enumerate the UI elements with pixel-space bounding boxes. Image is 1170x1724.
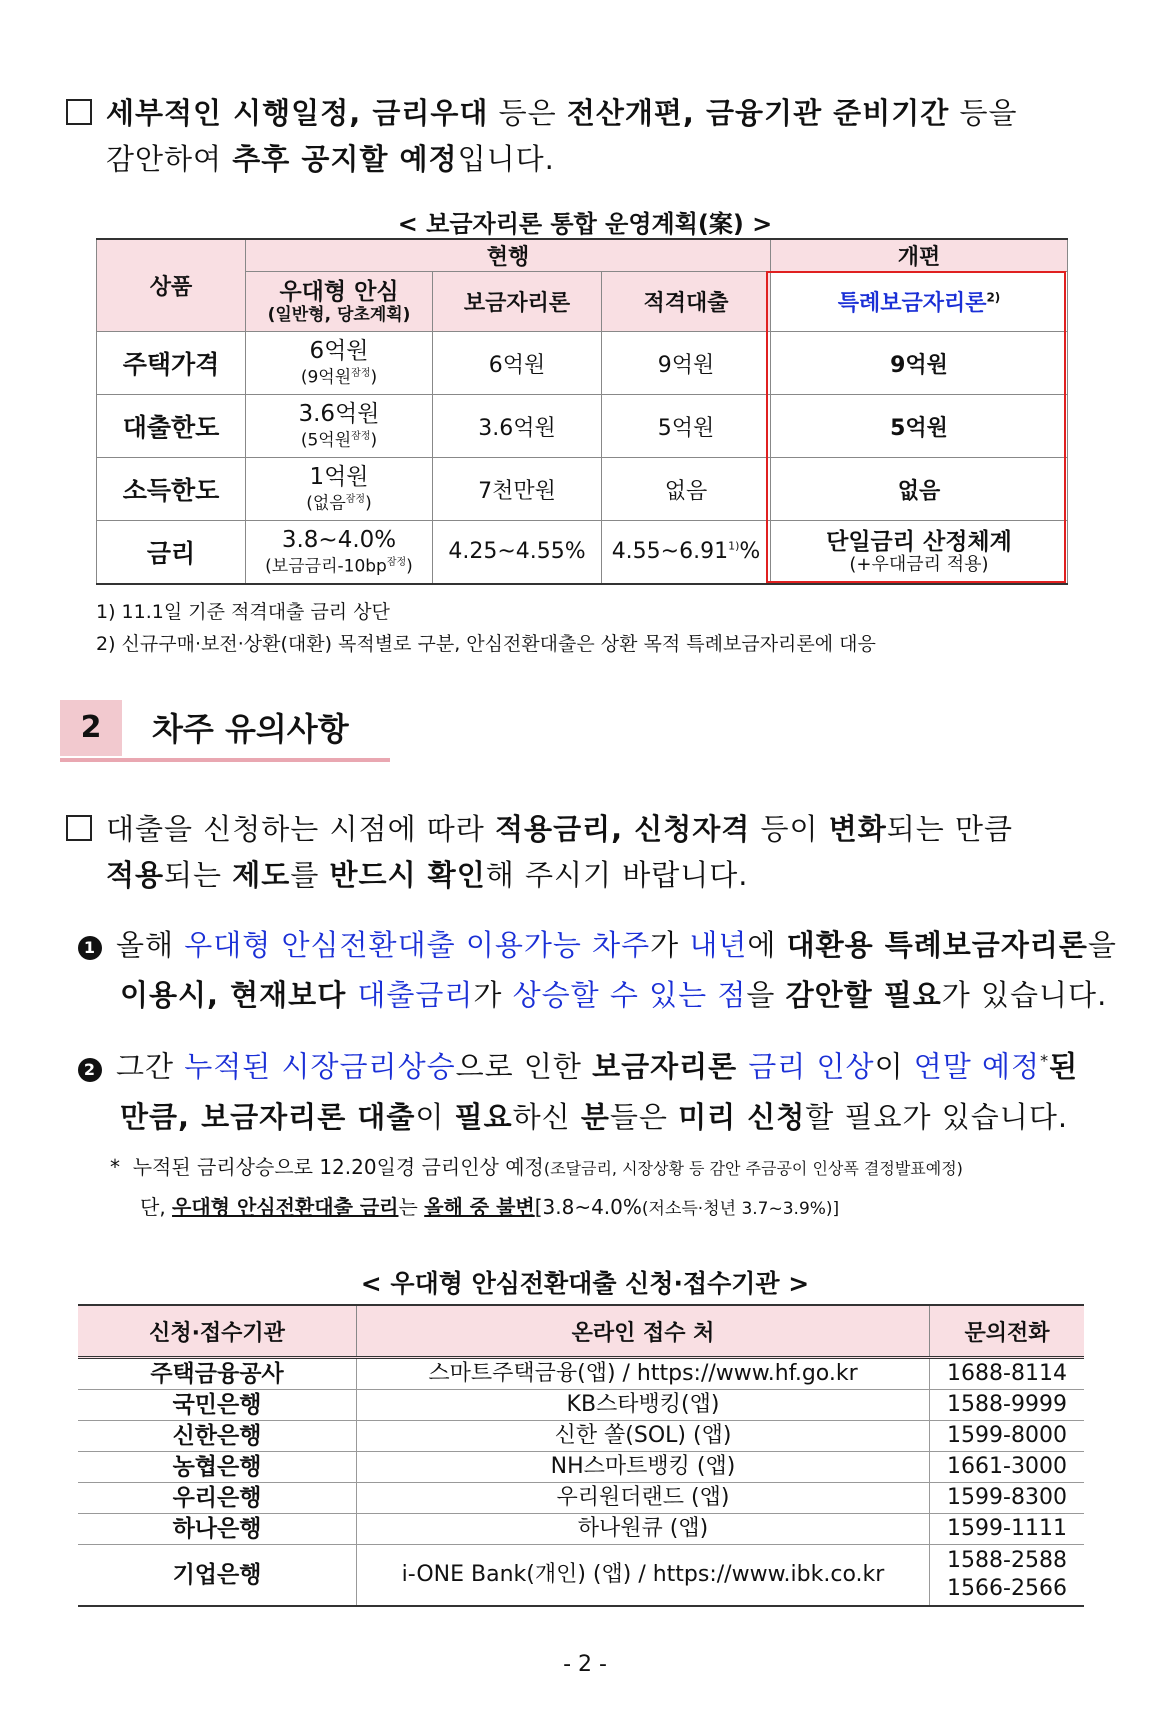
notice-text: 등이 (750, 812, 829, 846)
cell-safe-sub (246, 427, 432, 451)
plan-table (96, 238, 1068, 585)
notice-text: 되는 만큼 (886, 812, 1014, 846)
intro-text: 감안하여 (106, 142, 233, 176)
header-special-sup: 2) (986, 290, 1001, 305)
section-underline (60, 758, 390, 762)
note-1: 1) 11.1일 기준 적격대출 금리 상단 (96, 601, 390, 623)
cell-safe-sub-text: (보금금리-10bp (265, 556, 387, 577)
cell-jeok (602, 521, 771, 584)
cell-safe-close: ) (406, 556, 413, 577)
cell-phone: 1588-9999 (930, 1390, 1085, 1421)
point-text: 으로 인한 (455, 1049, 593, 1084)
point-text: 금리 인상 (748, 1049, 875, 1084)
cell-safe (246, 521, 433, 584)
cell-safe-sup: 잠정 (386, 556, 407, 568)
point-text: 만큼, 보금자리론 대출 (120, 1099, 416, 1134)
point-text: 상승할 수 있는 점 (512, 978, 747, 1012)
institutions-table (78, 1304, 1084, 1607)
checkbox-square-icon (66, 99, 92, 125)
section-title: 차주 유의사항 (152, 710, 349, 748)
footnote-star: * (110, 1155, 120, 1179)
table-row (78, 1452, 1084, 1483)
cell-jeok: 9억원 (602, 332, 771, 395)
point-text: 에 (747, 928, 787, 962)
point-text: 대환용 특례보금자리론 (786, 928, 1088, 962)
header-safe-sub: (일반형, 당초계획) (267, 304, 411, 325)
point-text: 분 (580, 1099, 610, 1134)
table-row (78, 1390, 1084, 1421)
footnote-line-2 (110, 1188, 963, 1228)
point-text: 보금자리론 (592, 1049, 749, 1084)
cell-safe-sup: 잠정 (345, 494, 366, 506)
cell-safe-sub (246, 553, 432, 577)
cell-safe (246, 332, 433, 395)
point2-line-2 (78, 1092, 1118, 1142)
notice-text: 변화 (828, 812, 887, 846)
cell-bogeum: 4.25~4.55% (433, 521, 602, 584)
intro-text: 등을 (949, 96, 1018, 130)
footnote-text-small: (저소득·청년 3.7~3.9%)] (641, 1199, 840, 1219)
cell-phone: 1599-8300 (930, 1483, 1085, 1514)
notice-text: 를 (290, 858, 330, 892)
cell-bogeum: 7천만원 (433, 458, 602, 521)
point-2 (78, 1036, 1118, 1142)
cell-safe-close: ) (370, 367, 378, 388)
point1-line-1 (78, 920, 1118, 970)
point-text: 필요 (454, 1099, 513, 1134)
intro-text: 전산개편, 금융기관 준비기간 (566, 96, 950, 130)
point-text: 대출금리 (357, 978, 474, 1012)
header-special (771, 272, 1068, 332)
cell-safe-sub-text: (없음 (306, 493, 346, 514)
cell-phone: 1661-3000 (930, 1452, 1085, 1483)
point-text: 가 (650, 928, 690, 962)
cell-safe-close: ) (365, 493, 372, 514)
cell-bogeum: 6억원 (433, 332, 602, 395)
cell-phone: 1599-8000 (930, 1421, 1085, 1452)
section-heading (60, 700, 390, 762)
header-bogeum: 보금자리론 (433, 272, 602, 332)
intro-text: 등은 (488, 96, 567, 130)
cell-phone (930, 1545, 1085, 1607)
cell-jeok-tail: % (739, 539, 761, 565)
row-label: 소득한도 (97, 458, 246, 521)
cell-special: 9억원 (771, 332, 1068, 395)
notice-line-1 (66, 806, 1106, 852)
cell-online: KB스타뱅킹(앱) (357, 1390, 930, 1421)
table1-notes (96, 596, 876, 660)
point-text: 이 (874, 1049, 914, 1084)
notice-text: 제도 (232, 858, 291, 892)
cell-org: 주택금융공사 (78, 1358, 357, 1390)
notice-text: 반드시 확인 (329, 858, 486, 892)
cell-online: 스마트주택금융(앱) / https://www.hf.go.kr (357, 1358, 930, 1390)
point-text: 현재보다 (230, 978, 358, 1012)
cell-safe-sub (246, 490, 432, 514)
cell-jeok-value: 4.55~6.91 (611, 539, 729, 565)
intro-paragraph (66, 90, 1106, 182)
cell-safe-value: 3.8~4.0% (281, 526, 397, 553)
intro-text: 추후 공지할 예정 (232, 142, 458, 176)
point-text: 하신 (512, 1099, 581, 1134)
page-number: - 2 - (563, 1652, 607, 1677)
numbered-bullet-icon: 1 (78, 936, 102, 960)
cell-online: 우리원더랜드 (앱) (357, 1483, 930, 1514)
point-text: 가 (473, 978, 513, 1012)
notice-text: 되는 (164, 858, 233, 892)
intro-text: 세부적인 시행일정, 금리우대 (106, 96, 489, 130)
point-text: 가 있습니다. (941, 978, 1108, 1012)
header-special-label: 특례보금자리론 (837, 291, 987, 316)
notice-text: 적용금리, 신청자격 (495, 812, 751, 846)
cell-safe-close: ) (370, 430, 378, 451)
cell-jeok-sup: 1) (728, 539, 740, 553)
cell-safe-value: 1억원 (309, 464, 369, 491)
header-online: 온라인 접수 처 (357, 1305, 930, 1358)
cell-org: 국민은행 (78, 1390, 357, 1421)
header-current: 현행 (246, 239, 771, 272)
intro-line-2 (66, 136, 1106, 182)
cell-org: 신한은행 (78, 1421, 357, 1452)
cell-org: 우리은행 (78, 1483, 357, 1514)
point-text: 그간 (116, 1049, 185, 1084)
cell-org: 기업은행 (78, 1545, 357, 1607)
cell-org: 하나은행 (78, 1514, 357, 1545)
cell-safe-sub-text: (9억원 (300, 367, 352, 388)
header-safe-label: 우대형 안심 (279, 278, 399, 305)
note-2: 2) 신규구매·보전·상환(대환) 목적별로 구분, 안심전환대출은 상환 목적 특례보금자리론에 대응 (96, 633, 876, 655)
header-reform: 개편 (771, 239, 1068, 272)
table1-caption: < 보금자리론 통합 운영계획(案) > (397, 210, 773, 238)
numbered-bullet-icon: 2 (78, 1058, 102, 1082)
table-row (78, 1545, 1084, 1607)
intro-line-1 (66, 90, 1106, 136)
footnote-text: [3.8~4.0% (534, 1195, 642, 1219)
cell-jeok: 없음 (602, 458, 771, 521)
notice-text: 해 주시기 바랍니다. (485, 858, 749, 892)
header-phone: 문의전화 (930, 1305, 1085, 1358)
cell-safe-value: 6억원 (309, 338, 369, 365)
cell-special: 5억원 (771, 395, 1068, 458)
point-text: 우대형 안심전환대출 이용가능 차주 (184, 928, 651, 962)
notice-line-2 (66, 852, 1106, 898)
footnote-text: 누적된 금리상승으로 12.20일경 금리인상 예정 (132, 1155, 544, 1179)
table2-caption: < 우대형 안심전환대출 신청·접수기관 > (360, 1269, 810, 1298)
header-safe (246, 272, 433, 332)
cell-special: 없음 (771, 458, 1068, 521)
intro-text: 입니다. (457, 142, 555, 176)
footnote-line-1 (110, 1148, 963, 1188)
point-text: 이 (415, 1099, 455, 1134)
cell-safe-value: 3.6억원 (298, 401, 380, 428)
footnote-text: 는 (398, 1195, 425, 1219)
table-row (78, 1358, 1084, 1390)
checkbox-square-icon (66, 815, 92, 841)
cell-safe-sub (246, 364, 432, 388)
cell-online: 하나원큐 (앱) (357, 1514, 930, 1545)
row-label: 금리 (97, 521, 246, 584)
header-product: 상품 (97, 239, 246, 332)
cell-safe-sup: 잠정 (351, 431, 371, 443)
cell-online: 신한 쏠(SOL) (앱) (357, 1421, 930, 1452)
point-text: 연말 예정 (913, 1049, 1041, 1084)
cell-safe (246, 395, 433, 458)
point-text: 이용시, (120, 978, 231, 1012)
point2-line-1 (78, 1036, 1118, 1092)
cell-special-sub: (+우대금리 적용) (849, 553, 989, 575)
cell-jeok: 5억원 (602, 395, 771, 458)
point1-line-2 (78, 970, 1118, 1020)
point-text: 미리 신청 (678, 1099, 806, 1134)
footnote (110, 1148, 963, 1228)
footnote-text: 단, (140, 1195, 173, 1219)
cell-online: NH스마트뱅킹 (앱) (357, 1452, 930, 1483)
cell-special-value: 단일금리 산정체계 (826, 528, 1012, 555)
cell-online: i-ONE Bank(개인) (앱) / https://www.ibk.co.kr (357, 1545, 930, 1607)
cell-phone-line: 1566-2566 (947, 1576, 1067, 1601)
cell-safe-sub-text: (5억원 (300, 430, 352, 451)
point-text: 을 (746, 978, 786, 1012)
point-text: 된 (1049, 1049, 1079, 1084)
cell-safe (246, 458, 433, 521)
cell-org: 농협은행 (78, 1452, 357, 1483)
cell-phone: 1599-1111 (930, 1514, 1085, 1545)
cell-special (771, 521, 1068, 584)
notice-text: 대출을 신청하는 시점에 따라 (106, 812, 496, 846)
notice-paragraph (66, 806, 1106, 898)
row-label: 주택가격 (97, 332, 246, 395)
footnote-text: 우대형 안심전환대출 금리 (172, 1195, 399, 1219)
notice-text: 적용 (106, 858, 165, 892)
cell-phone: 1688-8114 (930, 1358, 1085, 1390)
row-label: 대출한도 (97, 395, 246, 458)
point-text: 내년 (689, 928, 748, 962)
point-text: 감안할 필요 (785, 978, 942, 1012)
section-number: 2 (60, 700, 122, 756)
table-row (78, 1514, 1084, 1545)
table-row (78, 1483, 1084, 1514)
cell-bogeum: 3.6억원 (433, 395, 602, 458)
point-text: 들은 (609, 1099, 679, 1134)
footnote-text: 올해 중 불변 (424, 1195, 535, 1219)
table-row (78, 1421, 1084, 1452)
point-text: * (1040, 1051, 1050, 1070)
cell-safe-sup: 잠정 (351, 368, 371, 380)
footnote-text-small: (조달금리, 시장상황 등 감안 주금공이 인상폭 결정발표예정) (543, 1159, 963, 1178)
point-text: 올해 (116, 928, 185, 962)
header-institution: 신청·접수기관 (78, 1305, 357, 1358)
point-text: 누적된 시장금리상승 (184, 1049, 456, 1084)
header-jeokgyeok: 적격대출 (602, 272, 771, 332)
point-text: 할 필요가 있습니다. (805, 1099, 1069, 1134)
point-text: 을 (1087, 928, 1117, 962)
cell-phone-line: 1588-2588 (947, 1548, 1067, 1573)
point-1 (78, 920, 1118, 1020)
